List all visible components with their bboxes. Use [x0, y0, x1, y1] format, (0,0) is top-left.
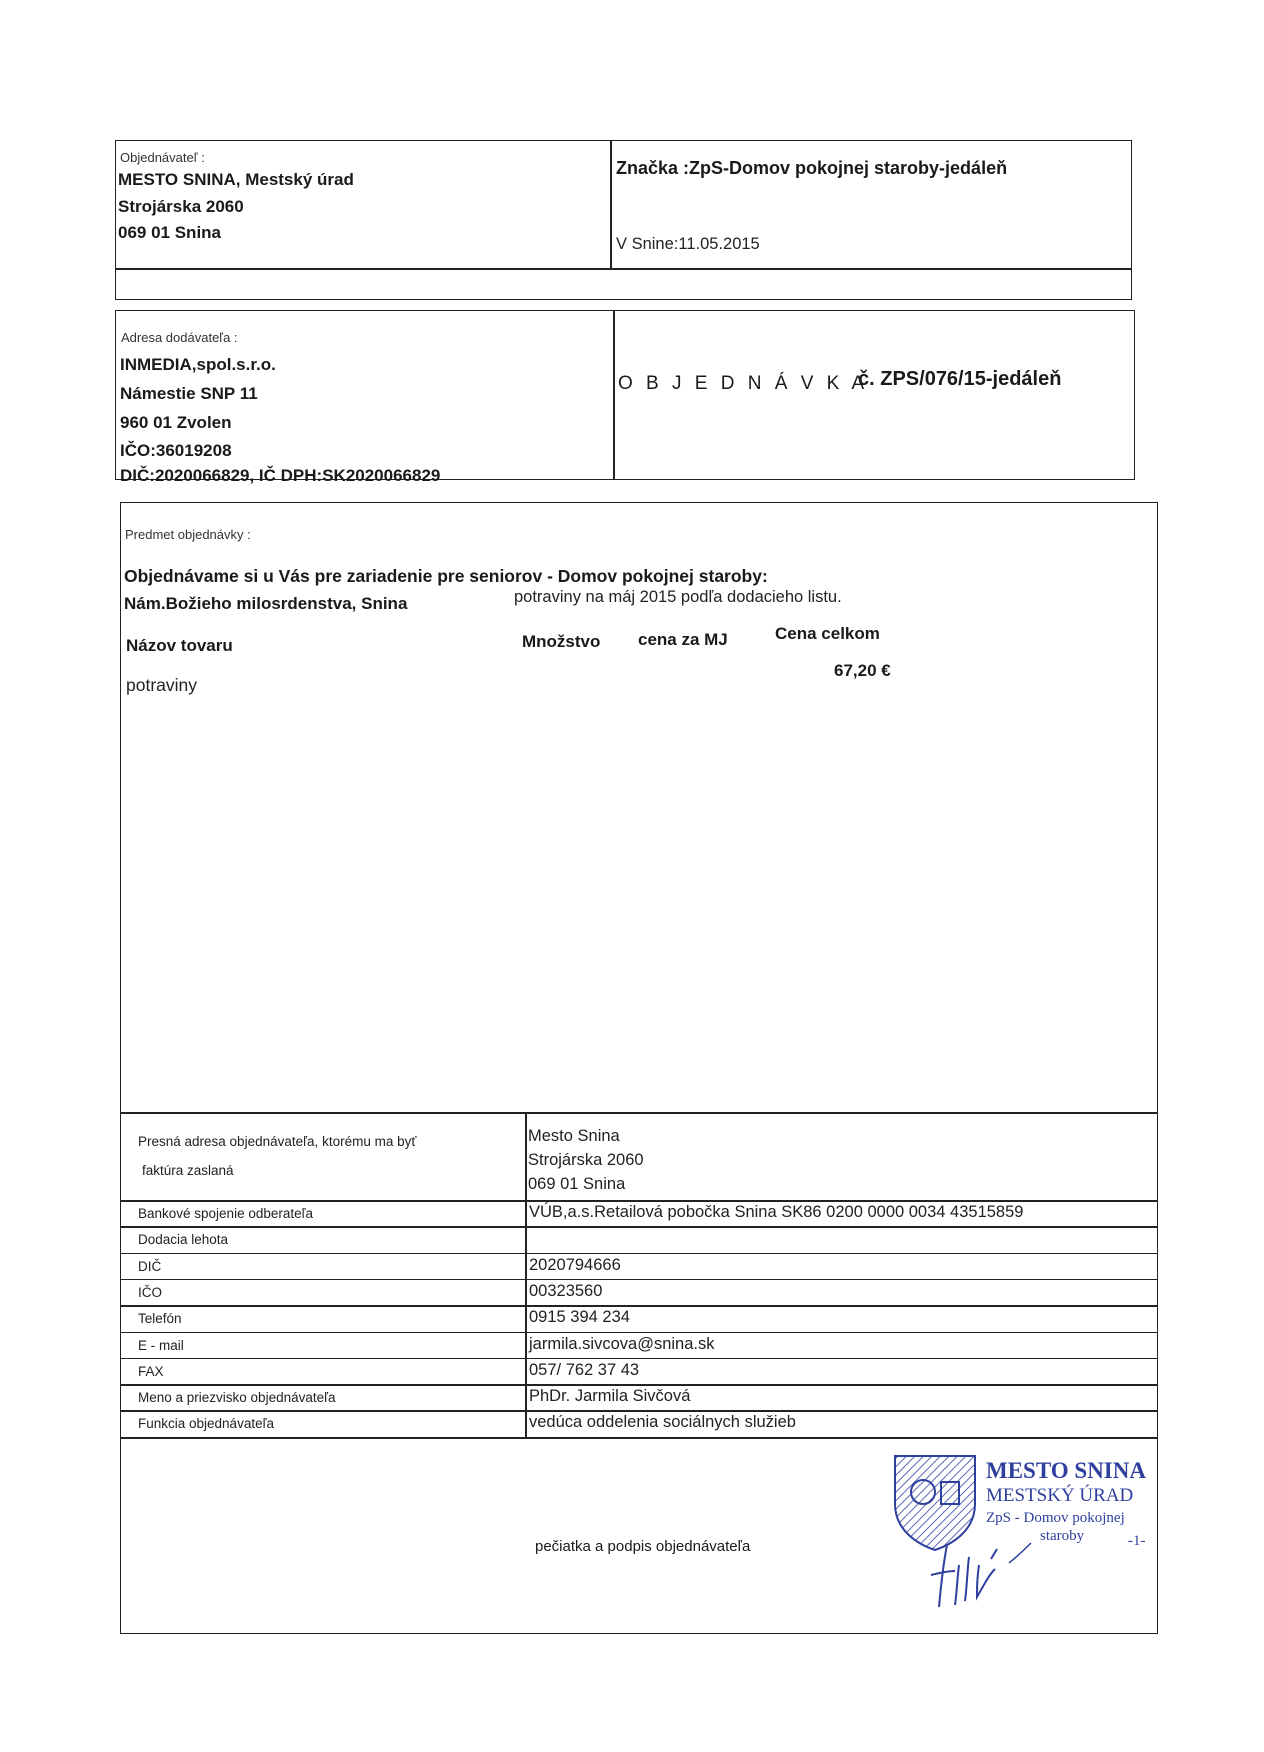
order-date: V Snine:11.05.2015 [616, 235, 760, 253]
details-row-value: 2020794666 [529, 1255, 621, 1274]
details-row-label: IČO [138, 1284, 163, 1300]
details-row-value: 00323560 [529, 1281, 603, 1300]
details-row-label: Funkcia objednávateľa [138, 1416, 275, 1432]
supplier-divider [613, 310, 615, 480]
details-row-line [120, 1279, 1158, 1281]
details-row-label: Dodacia lehota [138, 1232, 229, 1248]
supplier-box [115, 310, 1135, 480]
details-row-value: PhDr. Jarmila Sivčová [529, 1387, 691, 1406]
invoice-address-3: 069 01 Snina [528, 1175, 626, 1193]
subject-label: Predmet objednávky : [125, 527, 251, 542]
details-row-label: Meno a priezvisko objednávateľa [138, 1390, 336, 1406]
details-row-label: Telefón [138, 1311, 182, 1327]
col-header-qty: Množstvo [522, 632, 601, 651]
details-row-label: DIČ [138, 1258, 162, 1274]
details-row-line [120, 1358, 1158, 1360]
stamp-line2: MESTSKÝ ÚRAD [986, 1485, 1134, 1506]
supplier-label: Adresa dodávateľa : [121, 330, 238, 345]
supplier-name: INMEDIA,spol.s.r.o. [120, 355, 276, 374]
details-row-value: 057/ 762 37 43 [529, 1360, 640, 1379]
header-hline [115, 268, 1132, 270]
invoice-address-2: Strojárska 2060 [528, 1151, 644, 1169]
col-header-name: Názov tovaru [126, 636, 233, 655]
orderer-city: 069 01 Snina [118, 223, 222, 242]
supplier-dic: DIČ:2020066829, IČ DPH:SK2020066829 [120, 466, 441, 485]
item-total: 67,20 € [834, 661, 891, 680]
supplier-street: Námestie SNP 11 [120, 384, 258, 403]
details-row-line [120, 1332, 1158, 1334]
details-row-line [120, 1253, 1158, 1255]
details-row-line [120, 1384, 1158, 1386]
details-bottom-line [120, 1437, 1158, 1439]
subject-line1: Objednávame si u Vás pre zariadenie pre seniorov - Domov pokojnej staroby: [124, 566, 768, 586]
stamp-line4: staroby [1040, 1528, 1085, 1544]
details-row-line [120, 1200, 1158, 1202]
details-row-label: E - mail [138, 1337, 184, 1353]
details-top-line [120, 1112, 1158, 1114]
order-heading: O B J E D N Á V K A [618, 373, 869, 394]
details-row-value: VÚB,a.s.Retailová pobočka Snina SK86 0200 0000 0034 43515859 [529, 1203, 1024, 1221]
details-row-label: Bankové spojenie odberateľa [138, 1206, 314, 1221]
details-row-line [120, 1410, 1158, 1412]
col-header-total: Cena celkom [775, 624, 880, 643]
details-row-line [120, 1226, 1158, 1228]
details-row-value: 0915 394 234 [529, 1308, 630, 1327]
supplier-city: 960 01 Zvolen [120, 413, 232, 432]
details-row-value: vedúca oddelenia sociálnych služieb [529, 1413, 796, 1432]
details-row-value: jarmila.sivcova@snina.sk [529, 1334, 715, 1353]
details-row-label: FAX [138, 1363, 164, 1379]
orderer-street: Strojárska 2060 [118, 197, 244, 216]
handwritten-signature-icon [925, 1535, 1035, 1615]
signature-caption: pečiatka a podpis objednávateľa [535, 1538, 751, 1555]
details-row-line [120, 1305, 1158, 1307]
orderer-label: Objednávateľ : [120, 150, 205, 165]
col-header-unit-price: cena za MJ [638, 630, 728, 649]
order-mark: Značka :ZpS-Domov pokojnej staroby-jedáleň [616, 158, 1008, 178]
orderer-name: MESTO SNINA, Mestský úrad [118, 170, 354, 189]
stamp-line1: MESTO SNINA [986, 1458, 1146, 1483]
address-label-1: Presná adresa objednávateľa, ktorému ma byť [138, 1134, 417, 1149]
stamp-line3: ZpS - Domov pokojnej [986, 1510, 1125, 1526]
stamp-number: -1- [1128, 1533, 1146, 1549]
subject-line2-note: potraviny na máj 2015 podľa dodacieho listu. [514, 588, 842, 606]
header-divider [610, 140, 612, 268]
supplier-ico: IČO:36019208 [120, 441, 232, 460]
item-name: potraviny [126, 675, 198, 695]
details-col-divider [525, 1112, 527, 1437]
subject-line2: Nám.Božieho milosrdenstva, Snina [124, 594, 408, 613]
address-label-2: faktúra zaslaná [142, 1163, 234, 1178]
invoice-address-1: Mesto Snina [528, 1127, 620, 1145]
order-number: č. ZPS/076/15-jedáleň [858, 368, 1062, 390]
